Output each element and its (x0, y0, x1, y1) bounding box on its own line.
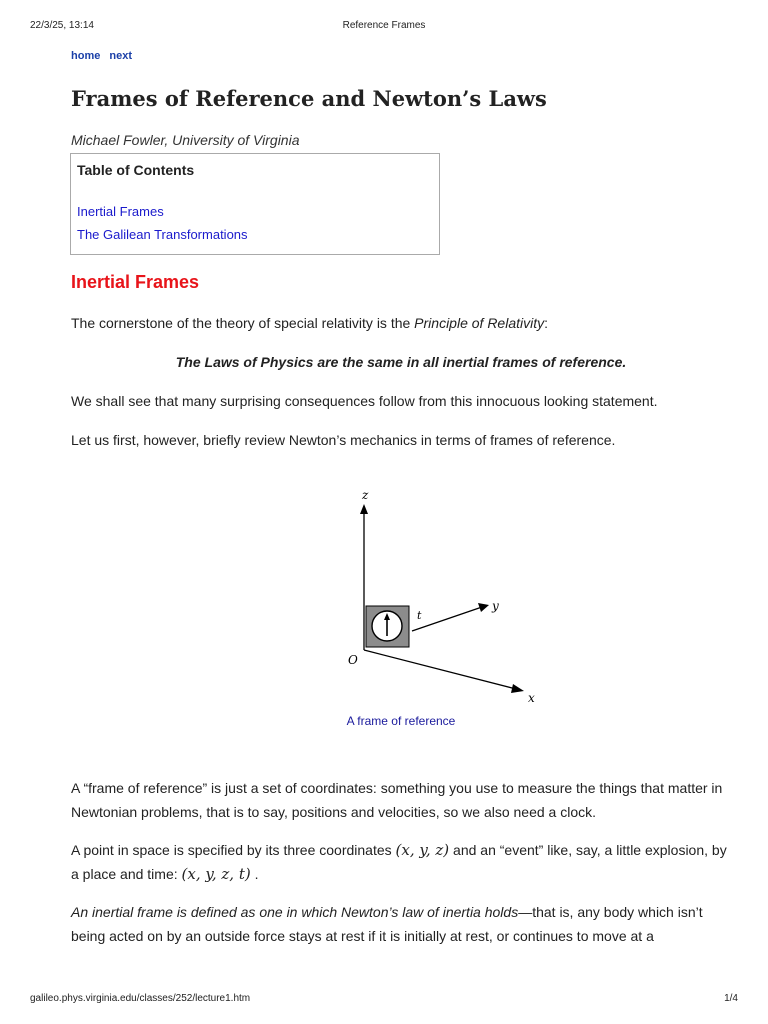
paragraph-review: Let us first, however, briefly review Newton’s mechanics in terms of frames of reference. (71, 432, 616, 448)
paragraph-frame-definition: A “frame of reference” is just a set of coordinates: something you use to measure the things that matter in Newtonian problems, that is to say, positions and velocities, so we also need a clock. (71, 780, 723, 820)
paragraph-text: —that is, any body which isn’t being acted on by an outside force stays at rest if it is initially at rest, or continues to move at a (71, 904, 703, 944)
top-nav (71, 50, 138, 62)
toc-link-inertial-frames[interactable]: Inertial Frames (77, 204, 164, 219)
print-datetime: 22/3/25, 13:14 (30, 20, 94, 31)
frame-of-reference-diagram (330, 484, 550, 714)
inertial-definition: An inertial frame is defined as one in which Newton’s law of inertia holds (71, 904, 519, 920)
y-axis (412, 607, 482, 631)
paragraph-point-event (71, 838, 731, 886)
page-url: galileo.phys.virginia.edu/classes/252/lecture1.htm (30, 993, 251, 1004)
z-axis-label: z (362, 488, 369, 502)
math-xyzt: (x, y, z, t) (181, 865, 251, 883)
author-line: Michael Fowler, University of Virginia (71, 132, 300, 148)
paragraph-text: . (250, 866, 259, 882)
time-label: t (417, 609, 422, 622)
x-axis (364, 650, 516, 689)
table-of-contents (70, 153, 440, 255)
paragraph-text: and an “event” like, say, a little explosion, by a place and time: (71, 842, 727, 882)
origin-label: O (348, 653, 358, 667)
home-link[interactable]: home (71, 50, 101, 62)
toc-heading: Table of Contents (77, 162, 195, 178)
paragraph-principle (71, 311, 731, 335)
next-link[interactable]: next (109, 50, 133, 62)
x-axis-label: x (528, 691, 535, 705)
math-xyz: (x, y, z) (395, 841, 450, 859)
figure-caption: A frame of reference (346, 714, 456, 728)
toc-link-galilean-transformations[interactable]: The Galilean Transformations (77, 227, 248, 242)
z-arrowhead (360, 504, 368, 514)
paragraph-text: : (544, 315, 548, 331)
x-arrowhead (511, 684, 524, 693)
paragraph-text: The cornerstone of the theory of special relativity is the (71, 315, 415, 331)
page-number: 1/4 (724, 993, 738, 1004)
page-title: Frames of Reference and Newton’s Laws (71, 86, 547, 111)
paragraph-inertial-frame (71, 900, 731, 948)
section-heading: Inertial Frames (71, 272, 200, 292)
paragraph-consequences: We shall see that many surprising consequences follow from this innocuous looking statement. (71, 393, 658, 409)
principle-term: Principle of Relativity (414, 315, 545, 331)
y-axis-label: y (492, 599, 499, 613)
print-title: Reference Frames (342, 20, 426, 31)
y-arrowhead (478, 603, 489, 612)
paragraph-text: A point in space is specified by its three coordinates (71, 842, 396, 858)
relativity-statement: The Laws of Physics are the same in all inertial frames of reference. (175, 354, 627, 370)
